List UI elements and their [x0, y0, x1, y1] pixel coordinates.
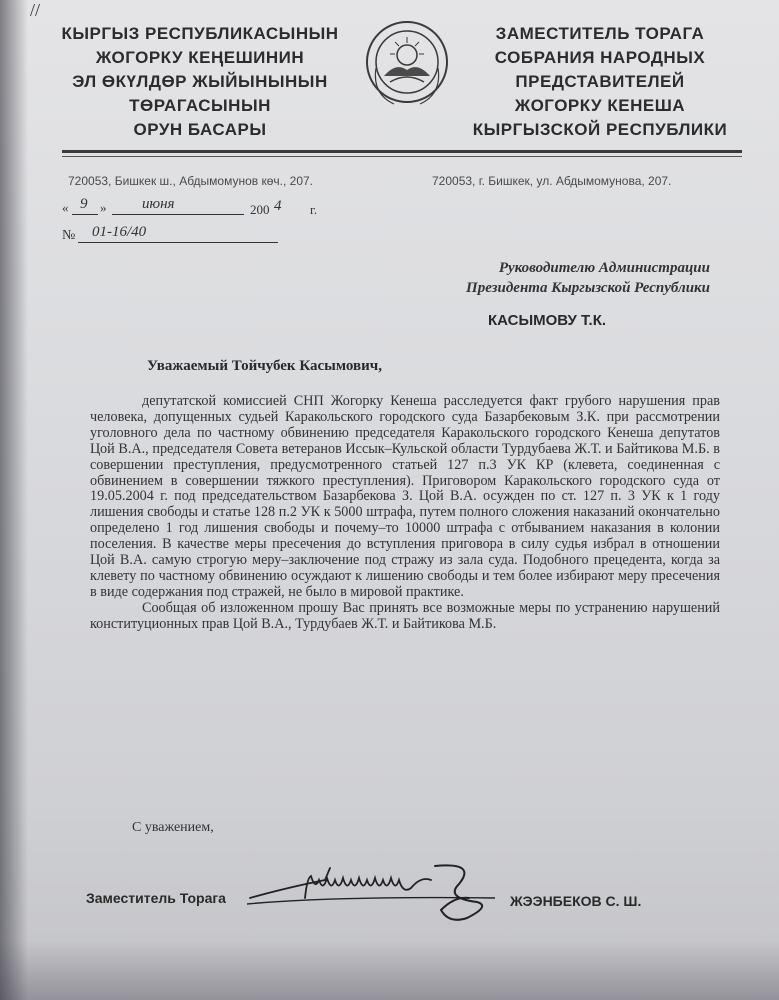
header-kyrgyz — [55, 22, 345, 142]
body-paragraph: депутатской комиссией СНП Жогорку Кенеша расследуется факт грубого нарушения прав человека, допущенных судьей Каракольского городского суда Базарбековым З.К. при рассмотрении уголовного дела по частному обвинению председателя Каракольского городского Кенеша депутатов Цой В.А., председателя Совета ветеранов Иссык–Кульской области Турдубаева Ж.Т. и Байтикова М.Б. в совершении преступления, предусмотренного статьей 127 п.3 УК КР (клевета, соединенная с обвинением в совершении тяжкого преступления). Приговором Каракольского городского суда от 19.05.2004 г. под председательством Базарбекова З. Цой В.А. осужден по ст. 127 п. 3 УК к 1 году лишения свободы и статье 128 п.2 УК к 5000 штрафа, путем полного сложения наказаний окончательно определено 1 год лишения свободы и почему–то 10000 штрафа с отбыванием наказания в колонии поселения. В качестве меры пресечения до вступления приговора в силу судья избрал в отношении Цой В.А. самую строгую меру–заключение под стражу из зала суда. Подобного прецедента, когда за клевету по частному обвинению осуждают к лишению свободы и тем более избирают меру пресечения в виде содержания под стражей, не было в мировой практике. — [90, 393, 720, 600]
date-month: июня — [142, 196, 175, 212]
header-russian — [450, 22, 750, 142]
date-quote-open: « — [62, 200, 69, 215]
date-year-hand: 4 — [274, 198, 282, 214]
header-russian-line: СОБРАНИЯ НАРОДНЫХ — [494, 48, 706, 67]
signatory-name: ЖЭЭНБЕКОВ С. Ш. — [510, 893, 642, 909]
salutation: Уважаемый Тойчубек Касымович, — [147, 358, 382, 374]
header-kyrgyz-line: ЭЛ ӨКҮЛДӨР ЖЫЙЫНЫНЫН — [72, 72, 328, 91]
date-year-prefix: 200 — [250, 202, 270, 217]
header-rule-thin — [62, 156, 742, 157]
number-value: 01-16/40 — [92, 224, 147, 240]
header-kyrgyz-line: КЫРГЫЗ РЕСПУБЛИКАСЫНЫН — [61, 24, 339, 43]
page-shadow-bottom — [0, 940, 779, 1000]
addressee-line: Руководителю Администрации — [498, 260, 710, 276]
addressee-block — [380, 258, 710, 298]
header-kyrgyz-line: ОРУН БАСАРЫ — [133, 120, 267, 139]
addressee-line: Президента Кыргызской Республики — [466, 280, 710, 296]
address-russian: 720053, г. Бишкек, ул. Абдымомунова, 207. — [432, 174, 672, 188]
header-kyrgyz-line: ТӨРАГАСЫНЫН — [129, 96, 271, 115]
date-quote-close: » — [100, 200, 107, 215]
header-kyrgyz-line: ЖОГОРКУ КЕҢЕШИНИН — [95, 48, 305, 67]
address-kyrgyz: 720053, Бишкек ш., Абдымомунов көч., 207. — [68, 174, 314, 188]
header-russian-line: ЗАМЕСТИТЕЛЬ ТОРАГА — [495, 24, 705, 43]
addressee-name: КАСЫМОВУ Т.К. — [488, 312, 607, 329]
header-russian-line: КЫРГЫЗСКОЙ РЕСПУБЛИКИ — [472, 120, 728, 139]
handwritten-signature-icon — [245, 858, 505, 928]
corner-mark: // — [30, 0, 41, 20]
header-rule-thick — [62, 150, 742, 153]
page-shadow-left — [0, 0, 28, 1000]
date-day: 9 — [80, 196, 88, 212]
state-emblem-icon — [362, 12, 452, 122]
header-russian-line: ЖОГОРКУ КЕНЕША — [514, 96, 686, 115]
signatory-title: Заместитель Торага — [86, 890, 226, 906]
letter-body — [90, 394, 720, 633]
date-month-line — [112, 196, 244, 215]
header-russian-line: ПРЕДСТАВИТЕЛЕЙ — [515, 72, 685, 91]
number-label: № — [62, 228, 76, 243]
date-year-suffix: г. — [310, 202, 318, 217]
body-paragraph: Сообщая об изложенном прошу Вас принять все возможные меры по устранению нарушений конституционных прав Цой В.А., Турдубаев Ж.Т. и Байтикова М.Б. — [90, 599, 720, 632]
closing: С уважением, — [132, 820, 214, 835]
